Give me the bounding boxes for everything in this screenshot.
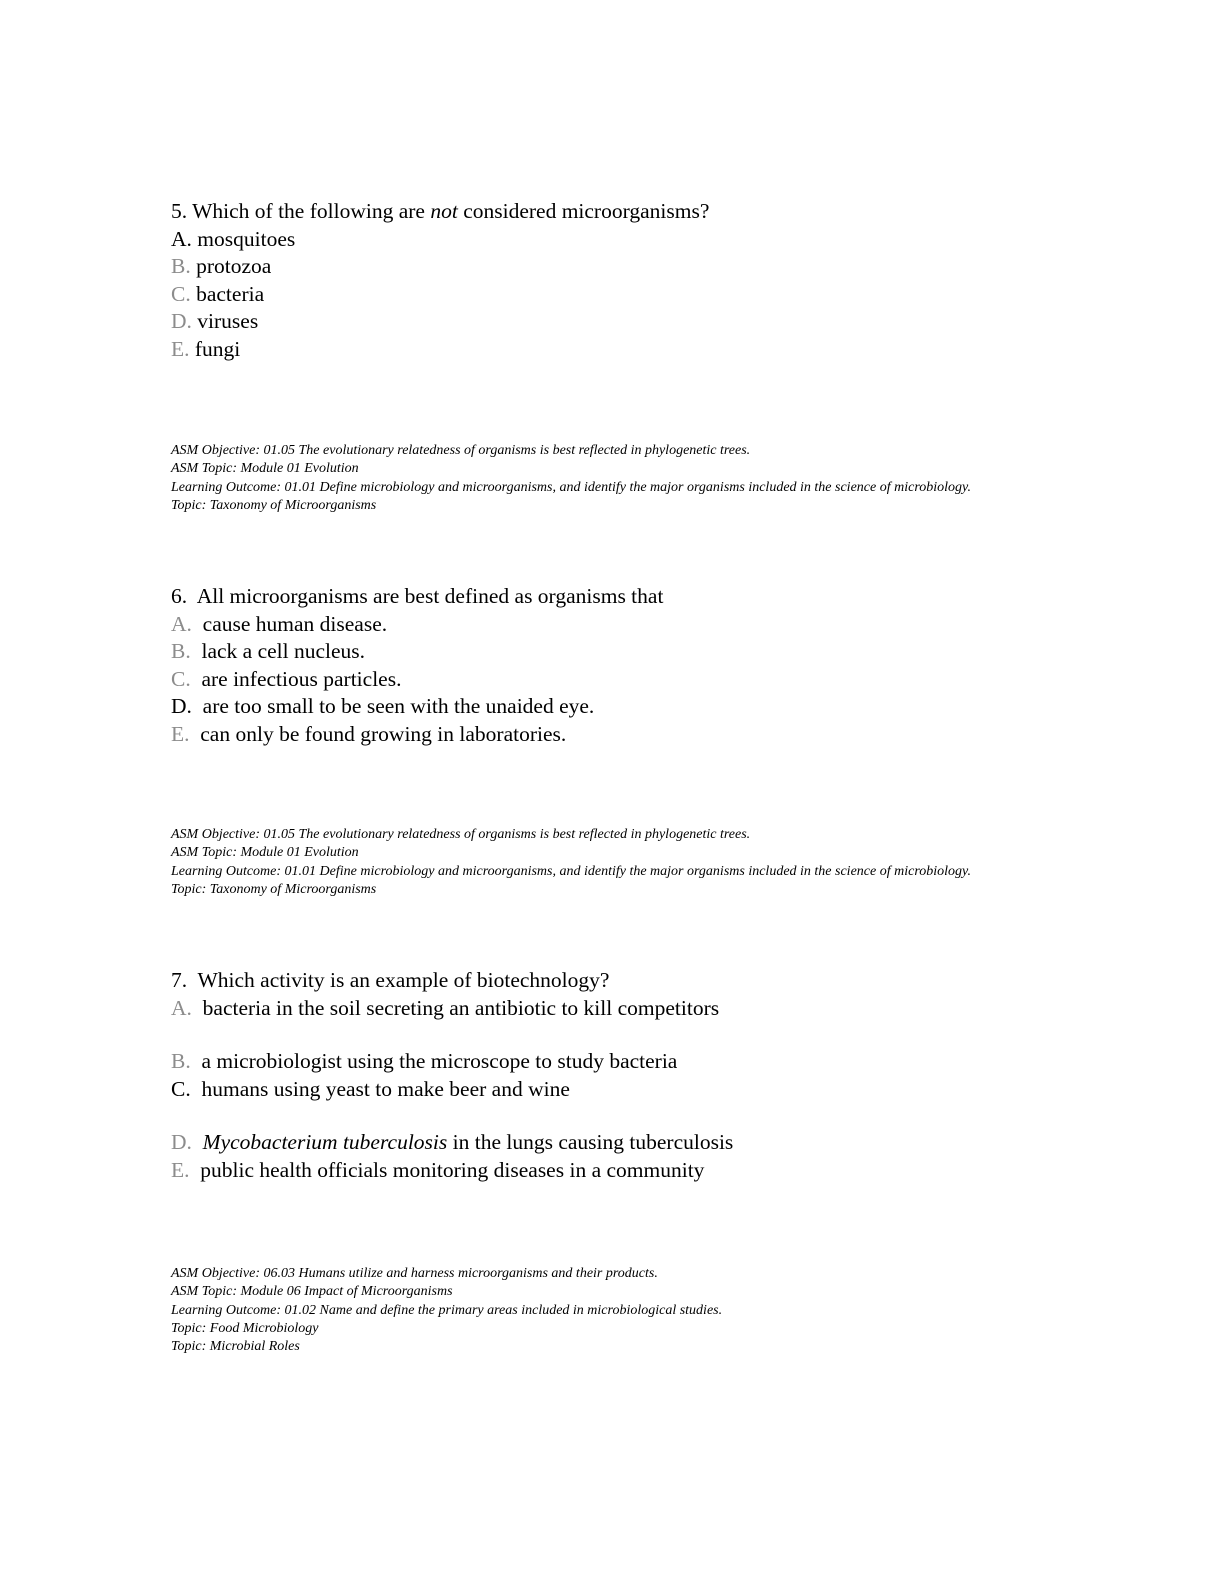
question-7-metadata: [171, 1265, 1001, 1356]
topic: Topic: Taxonomy of Microorganisms: [171, 497, 377, 513]
option-text: in the lungs causing tuberculosis: [447, 1130, 734, 1154]
spacer: [171, 1022, 1051, 1048]
question-stem: 6. All microorganisms are best defined as organisms that: [171, 584, 664, 608]
asm-topic: ASM Topic: Module 01 Evolution: [171, 845, 359, 861]
option-text: lack a cell nucleus.: [201, 639, 366, 663]
option-letter: B.: [171, 639, 191, 663]
answer-option-e: [171, 721, 1051, 749]
answer-option-e: [171, 1157, 1051, 1185]
learning-outcome: Learning Outcome: 01.01 Define microbiology and microorganisms, and identify the major organisms included in the science of microbiology.: [171, 479, 971, 495]
learning-outcome: Learning Outcome: 01.01 Define microbiology and microorganisms, and identify the major organisms included in the science of microbiology.: [171, 863, 971, 879]
option-letter: C.: [171, 1076, 191, 1101]
question-7: [171, 967, 1051, 1184]
option-letter: C.: [171, 666, 191, 691]
answer-option-c: [171, 666, 1051, 694]
option-text: mosquitoes: [197, 226, 296, 251]
stem-text: considered microorganisms?: [457, 199, 710, 223]
question-stem: [171, 198, 1051, 226]
option-letter: E.: [171, 1157, 190, 1182]
asm-topic: ASM Topic: Module 06 Impact of Microorganisms: [171, 1284, 453, 1300]
asm-objective: ASM Objective: 01.05 The evolutionary relatedness of organisms is best reflected in phylogenetic trees.: [171, 443, 751, 458]
asm-objective: ASM Objective: 01.05 The evolutionary relatedness of organisms is best reflected in phylogenetic trees.: [171, 827, 751, 842]
option-text: fungi: [194, 336, 241, 361]
option-text: a microbiologist using the microscope to study bacteria: [201, 1049, 678, 1073]
option-letter: C.: [171, 281, 191, 306]
answer-option-c: [171, 281, 1051, 309]
option-letter: D.: [171, 1130, 192, 1154]
option-letter: A.: [171, 226, 192, 251]
learning-outcome: Learning Outcome: 01.02 Name and define the primary areas included in microbiological studies.: [171, 1302, 723, 1318]
question-5-metadata: [171, 442, 1001, 515]
answer-option-b: [171, 253, 1051, 281]
option-letter: B.: [171, 1049, 191, 1073]
option-letter: A.: [171, 611, 192, 636]
question-6-metadata: [171, 826, 1001, 899]
answer-option-d: [171, 308, 1051, 336]
answer-option-b: [171, 638, 1051, 666]
topic: Topic: Taxonomy of Microorganisms: [171, 881, 377, 897]
option-text: cause human disease.: [202, 611, 388, 636]
topic: Topic: Food Microbiology: [171, 1320, 319, 1336]
question-5: [171, 198, 1051, 363]
answer-option-c: [171, 1076, 1051, 1104]
option-text: bacteria in the soil secreting an antibiotic to kill competitors: [202, 995, 720, 1020]
option-text: are infectious particles.: [201, 666, 402, 691]
asm-topic: ASM Topic: Module 01 Evolution: [171, 461, 359, 477]
answer-option-a: [171, 995, 1051, 1023]
topic: Topic: Microbial Roles: [171, 1339, 300, 1355]
answer-option-d: [171, 1129, 1051, 1157]
option-letter: D.: [171, 694, 192, 718]
answer-option-b: [171, 1048, 1051, 1076]
option-text: can only be found growing in laboratories.: [200, 721, 567, 746]
option-letter: B.: [171, 254, 191, 278]
answer-option-a: [171, 226, 1051, 254]
option-letter: E.: [171, 336, 190, 361]
option-letter: E.: [171, 721, 190, 746]
option-letter: D.: [171, 309, 192, 333]
asm-objective: ASM Objective: 06.03 Humans utilize and harness microorganisms and their products.: [171, 1266, 658, 1281]
option-text-emphasis: Mycobacterium tuberculosis: [202, 1130, 448, 1154]
option-text: humans using yeast to make beer and wine: [201, 1076, 570, 1101]
spacer: [171, 1103, 1051, 1129]
option-text: public health officials monitoring diseases in a community: [200, 1157, 705, 1182]
option-text: bacteria: [196, 281, 265, 306]
answer-option-d: [171, 693, 1051, 721]
option-text: protozoa: [196, 254, 272, 278]
question-stem: 7. Which activity is an example of biotechnology?: [171, 968, 610, 992]
option-text: are too small to be seen with the unaided eye.: [202, 694, 595, 718]
question-6: [171, 583, 1051, 748]
answer-option-e: [171, 336, 1051, 364]
option-text: viruses: [197, 309, 259, 333]
stem-emphasis: not: [430, 199, 458, 223]
stem-text: 5. Which of the following are: [171, 199, 431, 223]
answer-option-a: [171, 611, 1051, 639]
option-letter: A.: [171, 995, 192, 1020]
